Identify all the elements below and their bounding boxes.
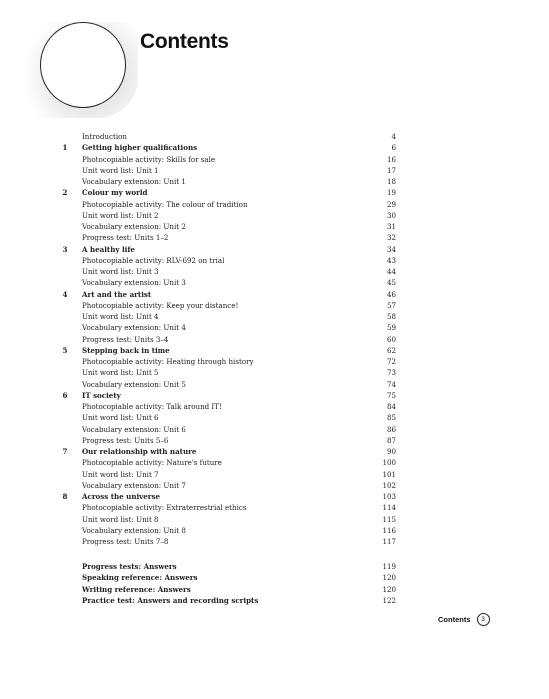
entry-title: Vocabulary extension: Unit 3: [82, 278, 186, 288]
unit-number: 2: [62, 188, 68, 198]
entry-page-number: 16: [386, 154, 396, 164]
footer-section-label: Contents: [438, 614, 471, 624]
toc-entry: [60, 334, 396, 345]
entry-title: Vocabulary extension: Unit 8: [82, 525, 186, 535]
entry-title: Art and the artist: [82, 289, 152, 299]
toc-unit-heading: [60, 244, 396, 255]
entry-title: Photocopiable activity: Keep your distance!: [82, 300, 239, 310]
entry-title: Unit word list: Unit 3: [82, 267, 159, 276]
entry-title: Vocabulary extension: Unit 4: [82, 323, 186, 333]
entry-page-number: 18: [386, 177, 396, 186]
table-of-contents: [60, 131, 396, 547]
entry-title: Vocabulary extension: Unit 7: [82, 480, 186, 490]
entry-title: Progress test: Units 1–2: [82, 233, 169, 243]
entry-page-number: 103: [382, 492, 396, 501]
entry-title: Photocopiable activity: Nature's future: [82, 458, 222, 468]
unit-number: 8: [62, 492, 68, 501]
toc-reference-entry: [60, 561, 396, 572]
entry-title: Photocopiable activity: The colour of tradition: [82, 199, 248, 209]
toc-entry: [60, 232, 396, 243]
entry-title: Unit word list: Unit 8: [82, 514, 159, 524]
entry-page-number: 31: [386, 222, 396, 231]
entry-title: Unit word list: Unit 7: [82, 469, 159, 479]
toc-entry: [60, 300, 396, 311]
entry-title: Photocopiable activity: Skills for sale: [82, 154, 216, 164]
entry-title: Stepping back in time: [82, 345, 170, 355]
entry-title: Vocabulary extension: Unit 6: [82, 424, 186, 434]
toc-entry: [60, 210, 396, 221]
toc-entry: [60, 514, 396, 525]
entry-title: Across the universe: [82, 492, 161, 501]
toc-reference-entry: [60, 595, 396, 606]
toc-unit-heading: [60, 345, 396, 356]
toc-entry: [60, 221, 396, 232]
toc-entry: [60, 199, 396, 210]
entry-title: Unit word list: Unit 4: [82, 312, 159, 321]
entry-page-number: 119: [382, 562, 396, 571]
toc-unit-heading: [60, 390, 396, 401]
page-title: Contents: [140, 30, 229, 53]
entry-page-number: 57: [386, 300, 396, 310]
entry-title: Progress test: Units 3–4: [82, 334, 169, 344]
entry-page-number: 122: [382, 595, 396, 605]
entry-page-number: 62: [386, 345, 396, 355]
entry-page-number: 73: [386, 368, 396, 378]
entry-page-number: 120: [382, 584, 396, 594]
toc-entry: [60, 255, 396, 266]
toc-unit-heading: [60, 187, 396, 198]
toc-entry: [60, 367, 396, 378]
entry-page-number: 114: [382, 503, 396, 513]
entry-title: Photocopiable activity: Talk around IT!: [82, 402, 222, 411]
entry-title: A healthy life: [82, 244, 135, 254]
entry-title: Photocopiable activity: Extraterrestrial ethics: [82, 503, 247, 513]
toc-entry: [60, 277, 396, 288]
toc-entry: [60, 311, 396, 322]
toc-unit-heading: [60, 446, 396, 457]
entry-title: Speaking reference: Answers: [82, 573, 198, 583]
toc-entry: [60, 424, 396, 435]
toc-entry: [60, 322, 396, 333]
entry-page-number: 116: [382, 525, 396, 535]
toc-entry: [60, 480, 396, 491]
entry-page-number: 84: [386, 402, 396, 411]
entry-page-number: 117: [382, 537, 396, 546]
reference-sections-list: [60, 561, 396, 606]
header-circle-graphic: [40, 22, 126, 108]
entry-page-number: 102: [382, 480, 396, 490]
entry-page-number: 59: [386, 323, 396, 333]
entry-page-number: 72: [386, 357, 396, 366]
entry-page-number: 44: [386, 267, 396, 276]
entry-page-number: 30: [386, 210, 396, 220]
toc-unit-heading: [60, 289, 396, 300]
toc-reference-entry: [60, 572, 396, 583]
entry-page-number: 87: [386, 435, 396, 445]
entry-title: Progress test: Units 5–6: [82, 435, 169, 445]
entry-page-number: 32: [386, 233, 396, 243]
toc-entry: [60, 154, 396, 165]
toc-reference-entry: [60, 584, 396, 595]
entry-page-number: 43: [386, 255, 396, 265]
unit-number: 6: [62, 390, 68, 400]
unit-number: 4: [62, 289, 68, 299]
toc-entry: [60, 536, 396, 547]
entry-page-number: 4: [391, 132, 396, 141]
entry-page-number: 34: [386, 244, 396, 254]
toc-unit-heading: [60, 491, 396, 502]
entry-page-number: 17: [386, 165, 396, 175]
unit-number: 1: [62, 143, 68, 153]
entry-title: Photocopiable activity: RLV-692 on trial: [82, 255, 225, 265]
entry-title: Our relationship with nature: [82, 447, 197, 456]
entry-page-number: 101: [382, 469, 396, 479]
toc-entry: [60, 401, 396, 412]
toc-entry: [60, 266, 396, 277]
unit-number: 5: [62, 345, 68, 355]
toc-entry: [60, 356, 396, 367]
page-number: 3: [481, 615, 485, 623]
toc-entry: [60, 435, 396, 446]
entry-title: Vocabulary extension: Unit 2: [82, 222, 186, 231]
entry-page-number: 46: [386, 289, 396, 299]
entry-title: Unit word list: Unit 2: [82, 210, 159, 220]
entry-page-number: 60: [386, 334, 396, 344]
entry-title: Unit word list: Unit 5: [82, 368, 159, 378]
entry-page-number: 6: [391, 143, 396, 153]
entry-page-number: 29: [386, 199, 396, 209]
toc-entry: [60, 525, 396, 536]
entry-page-number: 19: [386, 188, 396, 198]
entry-page-number: 86: [386, 424, 396, 434]
page-number-badge: [477, 613, 490, 626]
entry-title: Practice test: Answers and recording scripts: [82, 595, 259, 605]
toc-entry: [60, 412, 396, 423]
entry-page-number: 100: [382, 458, 396, 468]
entry-title: Unit word list: Unit 6: [82, 413, 159, 423]
entry-page-number: 58: [386, 312, 396, 321]
entry-page-number: 120: [382, 573, 396, 583]
entry-title: Getting higher qualifications: [82, 143, 198, 153]
entry-title: Progress test: Units 7–8: [82, 537, 169, 546]
entry-page-number: 45: [386, 278, 396, 288]
entry-title: Vocabulary extension: Unit 1: [82, 177, 186, 186]
entry-title: Writing reference: Answers: [82, 584, 191, 594]
entry-page-number: 90: [386, 447, 396, 456]
page-footer: [438, 612, 490, 626]
entry-page-number: 74: [386, 379, 396, 389]
toc-entry: [60, 176, 396, 187]
toc-unit-heading: [60, 142, 396, 153]
entry-page-number: 75: [386, 390, 396, 400]
entry-title: IT society: [82, 390, 121, 400]
entry-title: Unit word list: Unit 1: [82, 165, 159, 175]
unit-number: 7: [62, 447, 68, 456]
toc-entry: [60, 131, 396, 142]
toc-entry: [60, 379, 396, 390]
entry-page-number: 85: [386, 413, 396, 423]
toc-entry: [60, 457, 396, 468]
entry-title: Vocabulary extension: Unit 5: [82, 379, 186, 389]
entry-title: Progress tests: Answers: [82, 562, 177, 571]
toc-entry: [60, 502, 396, 513]
entry-title: Colour my world: [82, 188, 148, 198]
entry-title: Photocopiable activity: Heating through history: [82, 357, 254, 366]
toc-entry: [60, 165, 396, 176]
entry-title: Introduction: [82, 132, 127, 141]
unit-number: 3: [62, 244, 68, 254]
entry-page-number: 115: [382, 514, 396, 524]
toc-entry: [60, 469, 396, 480]
